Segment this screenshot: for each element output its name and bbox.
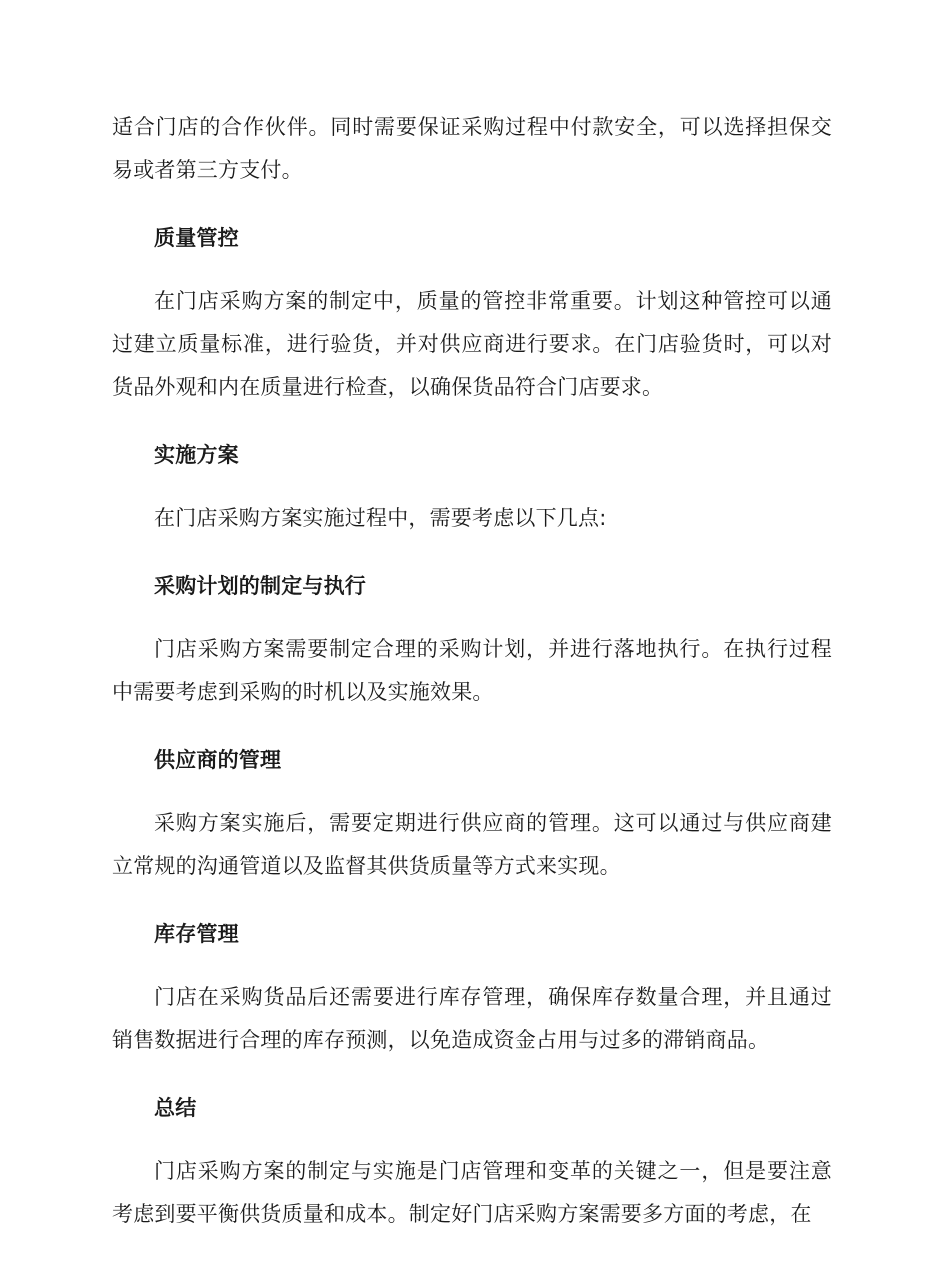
heading-summary: 总结 <box>154 1096 197 1120</box>
paragraph-inventory-management: 门店在采购货品后还需要进行库存管理，确保库存数量合理，并且通过销售数据进行合理的库存预测，以免造成资金占用与过多的滞销商品。 <box>112 985 832 1052</box>
heading-procurement-plan: 采购计划的制定与执行 <box>154 574 366 598</box>
heading-quality-control: 质量管控 <box>154 226 239 250</box>
document-page <box>112 106 832 1267</box>
paragraph-continued: 适合门店的合作伙伴。同时需要保证采购过程中付款安全，可以选择担保交易或者第三方支付。 <box>112 115 832 182</box>
paragraph-quality-control: 在门店采购方案的制定中，质量的管控非常重要。计划这种管控可以通过建立质量标准，进行验货，并对供应商进行要求。在门店验货时，可以对货品外观和内在质量进行检查，以确保货品符合门店要求。 <box>112 289 832 399</box>
heading-supplier-management: 供应商的管理 <box>154 748 282 772</box>
paragraph-summary: 门店采购方案的制定与实施是门店管理和变革的关键之一，但是要注意考虑到要平衡供货质量和成本。制定好门店采购方案需要多方面的考虑，在 <box>112 1159 832 1226</box>
paragraph-supplier-management: 采购方案实施后，需要定期进行供应商的管理。这可以通过与供应商建立常规的沟通管道以及监督其供货质量等方式来实现。 <box>112 811 832 878</box>
heading-inventory-management: 库存管理 <box>154 922 239 946</box>
heading-implementation: 实施方案 <box>154 443 239 467</box>
paragraph-procurement-plan: 门店采购方案需要制定合理的采购计划，并进行落地执行。在执行过程中需要考虑到采购的时机以及实施效果。 <box>112 637 832 704</box>
paragraph-implementation: 在门店采购方案实施过程中，需要考虑以下几点: <box>154 506 607 530</box>
